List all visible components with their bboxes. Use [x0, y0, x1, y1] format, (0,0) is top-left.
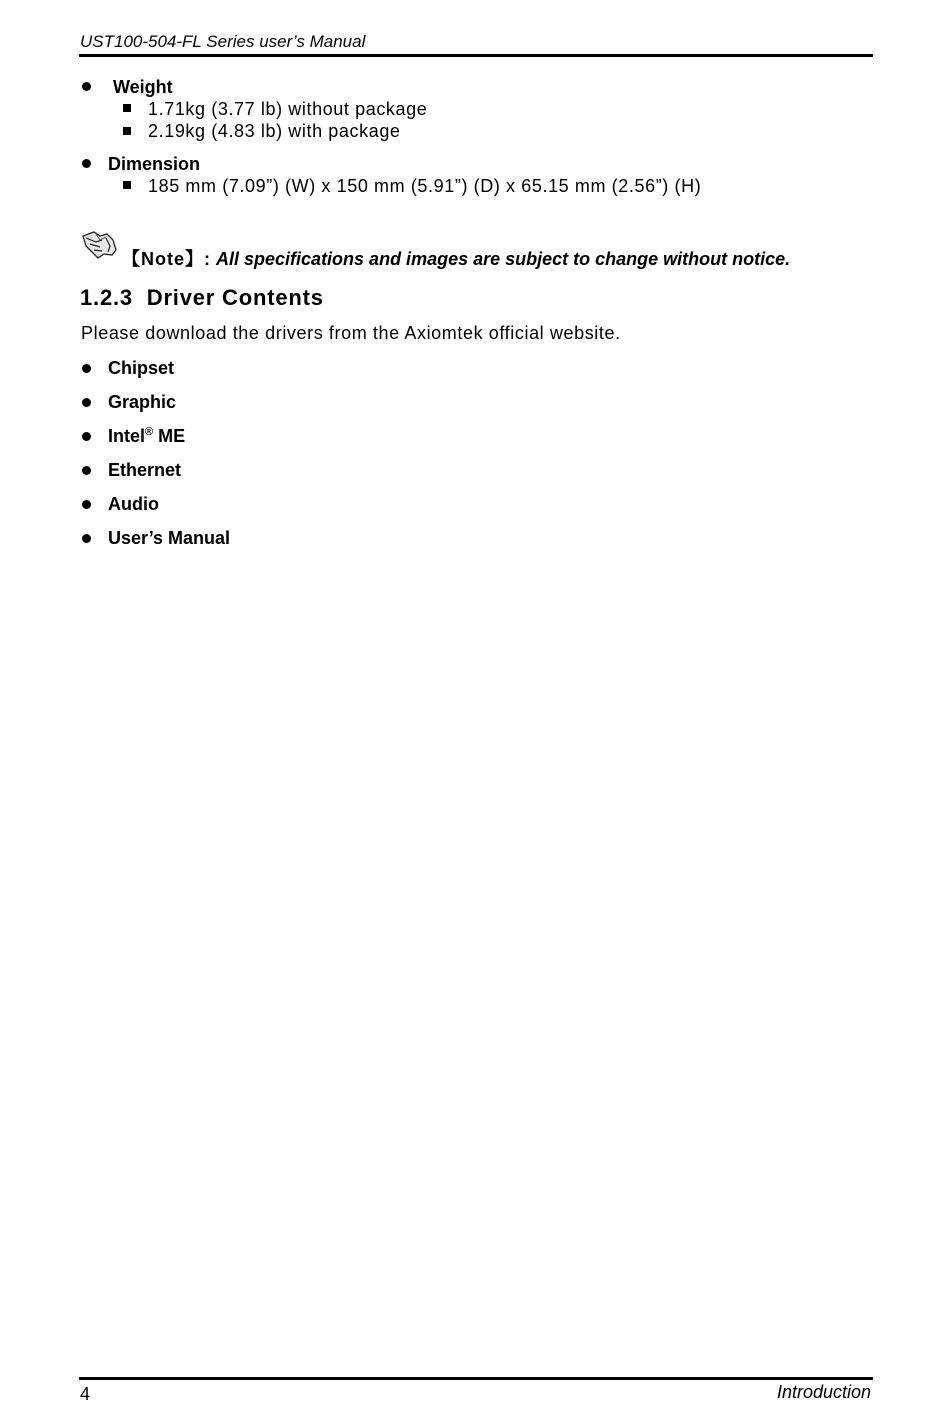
running-header: UST100-504-FL Series user’s Manual: [80, 32, 366, 51]
driver-item-intel-name: Intel: [108, 426, 146, 446]
square-bullet-icon: [123, 127, 131, 135]
footer-divider: [79, 1377, 873, 1380]
footer-section-name: Introduction: [776, 1382, 871, 1402]
bullet-dot-icon: [82, 500, 91, 509]
bullet-dot-icon: [82, 364, 91, 373]
registered-mark: ®: [145, 426, 154, 438]
section-heading: 1.2.3 Driver Contents: [80, 285, 324, 310]
bullet-dot-icon: [82, 82, 91, 91]
driver-item: User’s Manual: [108, 528, 231, 548]
bullet-dot-icon: [82, 432, 91, 441]
weight-label: Weight: [113, 77, 173, 97]
dimension-item: 185 mm (7.09”) (W) x 150 mm (5.91”) (D) x 65.15 mm (2.56”) (H): [148, 176, 702, 196]
header-divider: [79, 54, 873, 57]
driver-item: Chipset: [108, 358, 175, 378]
bullet-dot-icon: [82, 159, 91, 168]
driver-item: Ethernet: [108, 460, 182, 480]
note-text: All specifications and images are subject to change without notice.: [216, 249, 791, 269]
pointing-hand-icon: [80, 228, 118, 260]
driver-item: Graphic: [108, 392, 177, 412]
bullet-dot-icon: [82, 534, 91, 543]
square-bullet-icon: [123, 181, 131, 189]
note-label: 【Note】:: [122, 249, 211, 269]
weight-item: 1.71kg (3.77 lb) without package: [148, 99, 428, 119]
weight-item: 2.19kg (4.83 lb) with package: [148, 121, 401, 141]
driver-item-intel-suffix: ME: [153, 426, 186, 446]
page-number: 4: [80, 1384, 91, 1404]
bullet-dot-icon: [82, 398, 91, 407]
note-callout: [122, 245, 790, 271]
dimension-label: Dimension: [108, 154, 201, 174]
bullet-dot-icon: [82, 466, 91, 475]
driver-item-intel: [108, 425, 185, 447]
square-bullet-icon: [123, 104, 131, 112]
driver-item: Audio: [108, 494, 159, 514]
section-intro: Please download the drivers from the Axiomtek official website.: [81, 323, 621, 343]
